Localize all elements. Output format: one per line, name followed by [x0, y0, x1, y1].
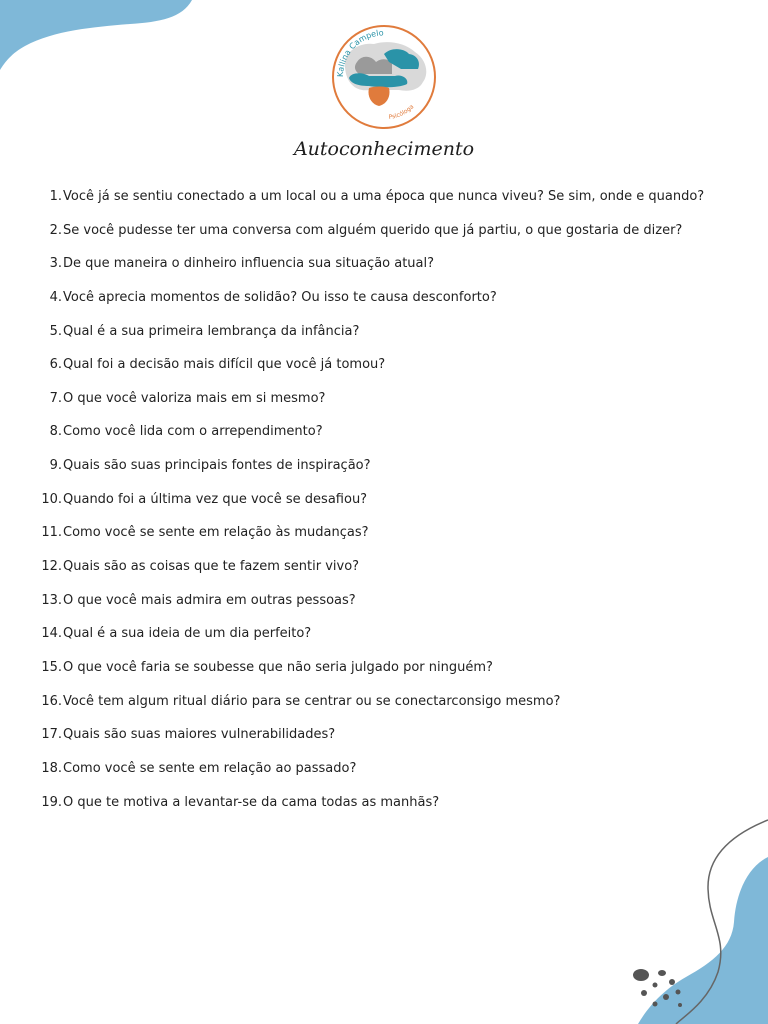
question-text: O que você mais admira em outras pessoas?: [63, 592, 356, 608]
question-number: 16.: [41, 693, 62, 709]
question-item: [0, 320, 760, 354]
question-number: 6.: [49, 357, 62, 373]
question-text: Quais são suas maiores vulnerabilidades?: [63, 727, 336, 743]
question-item: [0, 454, 760, 488]
question-item: [0, 656, 760, 690]
brand-subtitle: Psicóloga: [388, 103, 416, 122]
question-item: [0, 219, 760, 253]
bottom-right-decoration: [608, 812, 768, 1024]
question-number: 3.: [49, 256, 62, 272]
question-number: 7.: [49, 390, 62, 406]
question-number: 14.: [41, 626, 62, 642]
question-number: 17.: [41, 727, 62, 743]
question-text: Você tem algum ritual diário para se centrar ou se conectarconsigo mesmo?: [63, 693, 561, 709]
question-text: Qual é a sua primeira lembrança da infância?: [63, 323, 360, 339]
question-item: [0, 488, 760, 522]
question-item: [0, 622, 760, 656]
question-item: [0, 387, 760, 421]
question-number: 1.: [49, 189, 62, 204]
question-item: [0, 252, 760, 286]
question-text: O que você faria se soubesse que não seria julgado por ninguém?: [63, 659, 493, 675]
page-title: Autoconhecimento: [293, 138, 475, 160]
question-text: O que te motiva a levantar-se da cama todas as manhãs?: [63, 794, 440, 810]
question-item: [0, 757, 760, 791]
question-text: Você aprecia momentos de solidão? Ou isso te causa desconforto?: [63, 289, 497, 305]
question-number: 15.: [41, 659, 62, 675]
question-text: Quais são as coisas que te fazem sentir vivo?: [63, 559, 360, 575]
question-text: Como você se sente em relação ao passado?: [63, 760, 357, 776]
question-text: Qual foi a decisão mais difícil que você já tomou?: [63, 357, 386, 373]
question-number: 12.: [41, 559, 62, 575]
question-item: [0, 690, 760, 724]
question-number: 9.: [49, 458, 62, 474]
question-item: [0, 521, 760, 555]
question-text: Quais são suas principais fontes de inspiração?: [63, 458, 371, 474]
question-item: [0, 791, 760, 825]
question-text: Como você se sente em relação às mudanças?: [63, 525, 369, 541]
question-list: [0, 185, 760, 824]
question-text: Você já se sentiu conectado a um local ou a uma época que nunca viveu? Se sim, onde e quando?: [63, 189, 705, 204]
question-number: 5.: [49, 323, 62, 339]
question-item: [0, 723, 760, 757]
brand-name: Kallina Campelo: [335, 28, 384, 78]
question-item: [0, 555, 760, 589]
question-number: 13.: [41, 592, 62, 608]
question-text: De que maneira o dinheiro influencia sua situação atual?: [63, 256, 435, 272]
question-number: 18.: [41, 760, 62, 776]
question-number: 10.: [41, 491, 62, 507]
question-item: [0, 420, 760, 454]
question-number: 11.: [41, 525, 62, 541]
top-left-decoration: [0, 0, 200, 80]
question-number: 19.: [41, 794, 62, 810]
question-text: Qual é a sua ideia de um dia perfeito?: [63, 626, 312, 642]
question-number: 8.: [49, 424, 62, 440]
brand-logo: [329, 22, 439, 132]
question-text: Como você lida com o arrependimento?: [63, 424, 323, 440]
question-text: Se você pudesse ter uma conversa com alguém querido que já partiu, o que gostaria de dizer?: [63, 222, 683, 238]
question-text: Quando foi a última vez que você se desafiou?: [63, 491, 368, 507]
question-text: O que você valoriza mais em si mesmo?: [63, 390, 326, 406]
question-number: 2.: [49, 222, 62, 238]
question-item: [0, 185, 760, 219]
question-number: 4.: [49, 289, 62, 305]
question-item: [0, 353, 760, 387]
question-item: [0, 589, 760, 623]
question-item: [0, 286, 760, 320]
